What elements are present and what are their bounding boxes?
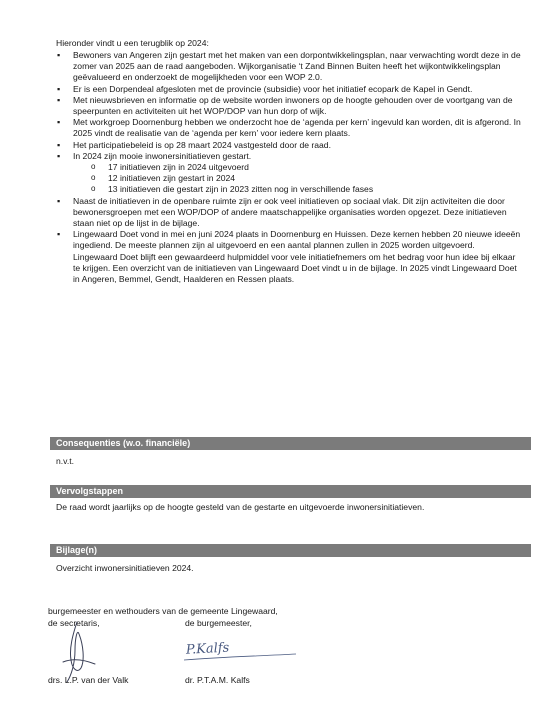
mayor-role: de burgemeester, — [185, 618, 252, 628]
list-item: ▪ Het participatiebeleid is op 28 maart 2024 vastgesteld door de raad. — [56, 140, 521, 151]
section-text-consequences: n.v.t. — [56, 456, 74, 466]
list-item: ▪ Met nieuwsbrieven en informatie op de website worden inwoners op de hoogte gehouden over de voortgang van de speerpunten en activiteiten uit het WOP/DOP van hun dorp of wijk. — [56, 95, 521, 117]
mayor-signature-image — [180, 630, 300, 670]
section-text-attachments: Overzicht inwonersinitiatieven 2024. — [56, 563, 194, 573]
secretary-role: de secretaris, — [48, 618, 100, 628]
sub-list-item: o 13 initiatieven die gestart zijn in 2023 zitten nog in verschillende fases — [73, 184, 521, 195]
section-header-consequences: Consequenties (w.o. financiële) — [50, 437, 531, 450]
secretary-name: drs. L.P. van der Valk — [48, 675, 129, 685]
list-item: ▪ Met workgroep Doornenburg hebben we onderzocht hoe de ‘agenda per kern’ ingevuld kan worden, dit is afgerond. In 2025 vindt de realisatie van de ‘agenda per kern’ voor iedere kern plaats. — [56, 117, 521, 139]
intro-text: Hieronder vindt u een terugblik op 2024: — [56, 38, 209, 48]
list-item: ▪ Er is een Dorpendeal afgesloten met de provincie (subsidie) voor het initiatief ecopark de Kapel in Gendt. — [56, 84, 521, 95]
svg-text:P.Kalfs: P.Kalfs — [185, 640, 230, 658]
sub-list-item: o 17 initiatieven zijn in 2024 uitgevoerd — [73, 162, 521, 173]
signature-intro: burgemeester en wethouders van de gemeente Lingewaard, — [48, 606, 278, 616]
sub-list-item: o 12 initiatieven zijn gestart in 2024 — [73, 173, 521, 184]
lingewaard-doet-paragraph: Lingewaard Doet blijft een gewaardeerd hulpmiddel voor vele initiatiefnemers om het bedrag voor hun idee bij elkaar te krijgen. Een overzicht van de initiatieven van Lingewaard Doet vindt u in de bijlage. In 2025 vindt Lingewaard Doet in Angeren, Bemmel, Gendt, Haalderen en Ressen plaats. — [73, 251, 517, 285]
list-item: ▪ Naast de initiatieven in de openbare ruimte zijn er ook veel initiatieven op sociaal vlak. Dit zijn activiteiten die door bewonersgroepen met een WOP/DOP of andere maatschappelijke organisaties worden opgezet. Deze initiatieven staan niet op de lijst in de bijlage. — [56, 196, 521, 230]
list-item: ▪ Bewoners van Angeren zijn gestart met het maken van een dorpontwikkelingsplan, naar verwachting wordt deze in de zomer van 2025 aan de raad aangeboden. Wijkorganisatie ‘t Zand Binnen Buiten heeft het wijkontwikkelingsplan geëvalueerd en onderzoekt de mogelijkheden voor een WOP 2.0. — [56, 50, 521, 84]
retrospective-list — [56, 50, 521, 285]
section-header-next-steps: Vervolgstappen — [50, 485, 531, 498]
section-text-next-steps: De raad wordt jaarlijks op de hoogte gesteld van de gestarte en uitgevoerde inwonersinitiatieven. — [56, 502, 425, 512]
section-header-attachments: Bijlage(n) — [50, 544, 531, 557]
list-item: ▪ Lingewaard Doet vond in mei en juni 2024 plaats in Doornenburg en Huissen. Deze kernen hebben 20 nieuwe ideeën ingediend. De meeste plannen zijn al uitgevoerd en een aantal plannen zullen in 2025 worden uitgevoerd. Lingewaard Doet blijft een gewaardeerd hulpmiddel voor vele initiatiefnemers om het bedrag voor hun idee bij elkaar te krijgen. Een overzicht van de initiatieven van Lingewaard Doet vindt u in de bijlage. In 2025 vindt Lingewaard Doet in Angeren, Bemmel, Gendt, Haalderen en Ressen plaats. — [56, 229, 521, 285]
list-item: ▪ In 2024 zijn mooie inwonersinitiatieven gestart. o 17 initiatieven zijn in 2024 uitgevoerd o 12 initiatieven zijn gestart in 2024 o 13 initiatieven die gestart zijn in 2023 zitten nog in verschillende fases — [56, 151, 521, 196]
initiatives-sublist — [73, 162, 521, 196]
mayor-name: dr. P.T.A.M. Kalfs — [185, 675, 250, 685]
